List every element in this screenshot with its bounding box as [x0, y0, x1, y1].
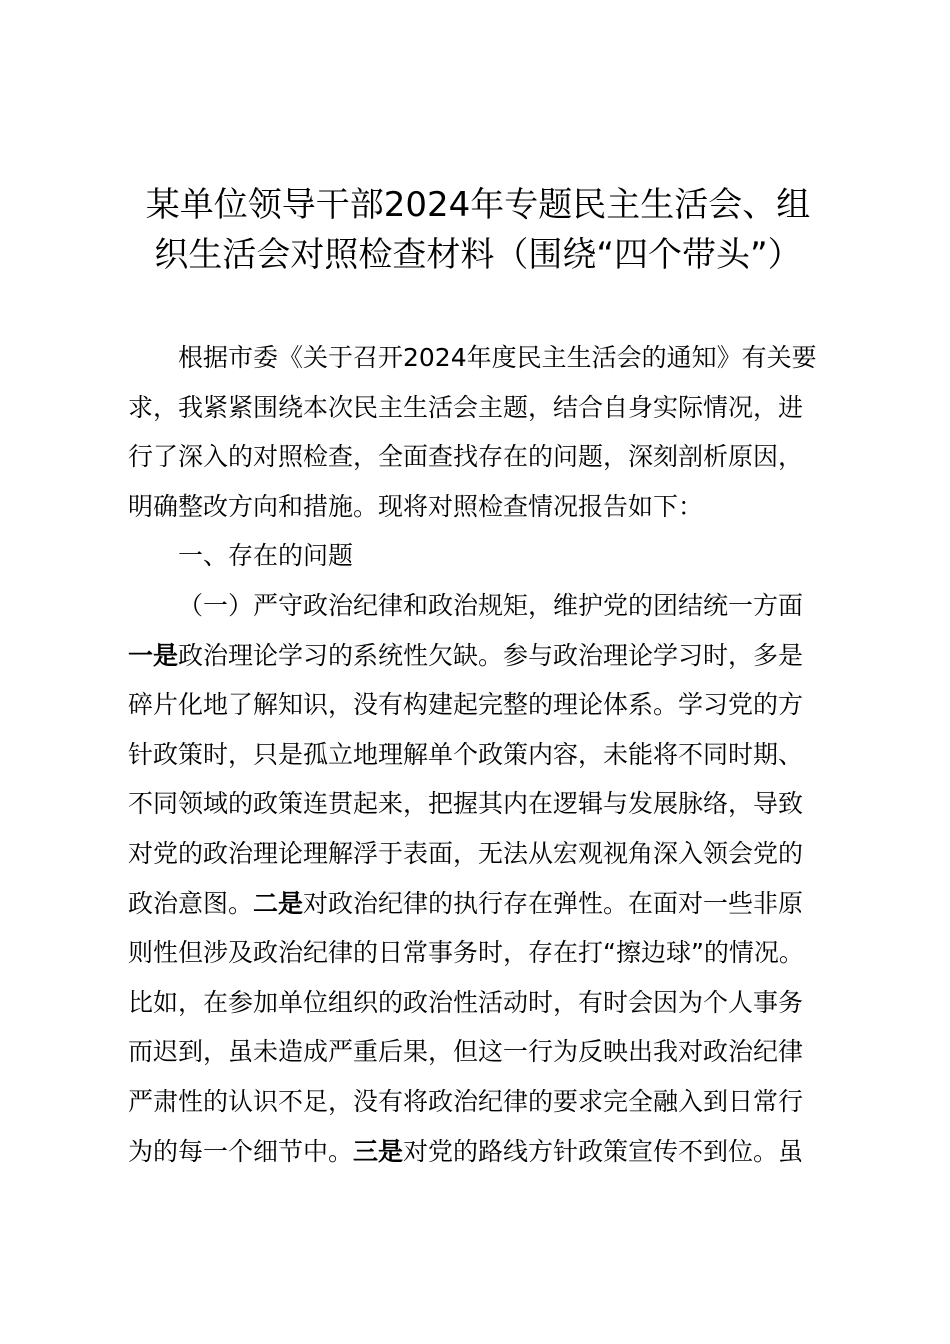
- body-text: 则性但涉及政治纪律的日常事务时，存在打“擦边球”的情况。: [128, 938, 804, 968]
- body-line: [128, 631, 840, 681]
- body-text: 严肃性的认识不足，没有将政治纪律的要求完全融入到日常行: [128, 1086, 804, 1116]
- body-text: 比如，在参加单位组织的政治性活动时，有时会因为个人事务: [128, 987, 804, 1017]
- body-text: 对党的路线方针政策宣传不到位。虽: [403, 1136, 804, 1166]
- body-line: [128, 829, 840, 879]
- body-text: 根据市委《关于召开2024年度民主生活会的通知》有关要: [178, 343, 817, 372]
- lead-phrase: 一是: [128, 640, 179, 670]
- body-line: [128, 531, 840, 581]
- body-text: 行了深入的对照检查，全面查找存在的问题，深刻剖析原因，: [128, 442, 804, 472]
- lead-phrase: 二是: [253, 888, 304, 918]
- body-text: 政治意图。: [128, 888, 254, 918]
- body-line: [128, 680, 840, 730]
- lead-phrase: 三是: [353, 1136, 404, 1166]
- body-line: [128, 1127, 840, 1177]
- body-line: [128, 432, 840, 482]
- title-line-1: 某单位领导干部2024年专题民主生活会、组: [145, 185, 811, 225]
- body-text: 针政策时，只是孤立地理解单个政策内容，未能将不同时期、: [128, 739, 804, 769]
- body-text: 对政治纪律的执行存在弹性。在面对一些非原: [303, 888, 804, 918]
- body-line: [128, 1027, 840, 1077]
- body-text: 政治理论学习的系统性欠缺。参与政治理论学习时，多是: [178, 640, 804, 670]
- body-line: [128, 581, 840, 631]
- body-text: 而迟到，虽未造成严重后果，但这一行为反映出我对政治纪律: [128, 1037, 804, 1067]
- body-line: [128, 383, 840, 433]
- body-line: [128, 879, 840, 929]
- title-line-2: 织生活会对照检查材料（围绕“四个带头”）: [154, 235, 802, 275]
- body-line: [128, 482, 840, 532]
- document-title: [118, 180, 838, 280]
- body-text: 碎片化地了解知识，没有构建起完整的理论体系。学习党的方: [128, 690, 804, 720]
- body-text: 求，我紧紧围绕本次民主生活会主题，结合自身实际情况，进: [128, 392, 804, 422]
- body-text: 明确整改方向和措施。现将对照检查情况报告如下：: [128, 491, 704, 521]
- body-text: 一、存在的问题: [178, 541, 354, 571]
- body-text: 对党的政治理论理解浮于表面，无法从宏观视角深入领会党的: [128, 838, 804, 868]
- document-body: [128, 333, 840, 1176]
- body-line: [128, 978, 840, 1028]
- body-text: 不同领域的政策连贯起来，把握其内在逻辑与发展脉络，导致: [128, 789, 804, 819]
- body-line: [128, 730, 840, 780]
- body-line: [128, 779, 840, 829]
- body-text: （一）严守政治纪律和政治规矩，维护党的团结统一方面: [178, 590, 804, 620]
- body-line: [128, 1077, 840, 1127]
- body-line: [128, 928, 840, 978]
- body-line: [128, 333, 840, 383]
- body-text: 为的每一个细节中。: [128, 1136, 354, 1166]
